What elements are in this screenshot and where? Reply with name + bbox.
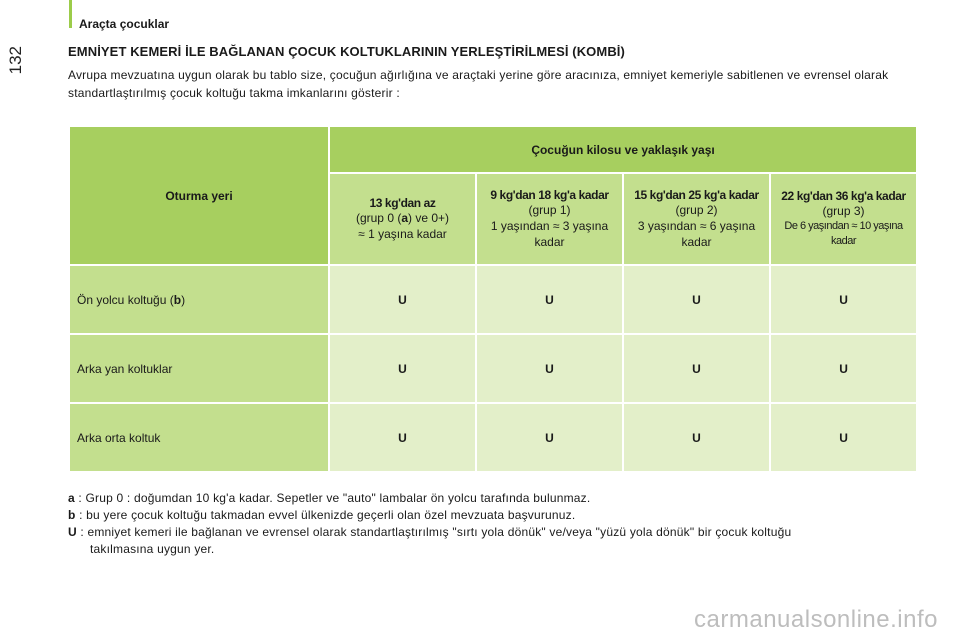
group-header-3 (770, 173, 917, 265)
suitability-cell: U (770, 403, 917, 472)
suitability-cell: U (623, 334, 770, 403)
section-header: Araçta çocuklar (79, 17, 170, 31)
seat-label: Arka yan koltuklar (69, 334, 329, 403)
group-age: 3 yaşından ≈ 6 yaşına kadar (637, 219, 756, 249)
footnote-key: a (68, 491, 75, 505)
footnotes (68, 490, 928, 558)
group-header-1 (476, 173, 623, 265)
footnote-key: U (68, 525, 77, 539)
weight-header-label: Çocuğun kilosu ve yaklaşık yaşı (531, 142, 715, 157)
suitability-cell: U (476, 403, 623, 472)
group-label-post: ) ve 0+) (408, 211, 450, 225)
footnote-b (68, 507, 928, 524)
suitability-cell: U (476, 265, 623, 334)
seat-label-post: ) (181, 292, 186, 307)
suitability-cell: U (623, 265, 770, 334)
seat-label-pre: Ön yolcu koltuğu ( (77, 292, 174, 307)
footnote-a (68, 490, 928, 507)
group-label: (grup 1) (528, 203, 571, 217)
group-header-0 (329, 173, 476, 265)
footnote-key: b (68, 508, 76, 522)
group-header-2 (623, 173, 770, 265)
table-row (69, 403, 917, 472)
suitability-cell: U (476, 334, 623, 403)
group-age: ≈ 1 yaşına kadar (358, 227, 447, 241)
footnote-continuation: takılmasına uygun yer. (90, 542, 215, 556)
section-accent-bar (69, 0, 72, 28)
seat-header-label: Oturma yeri (165, 188, 233, 203)
watermark: carmanualsonline.info (694, 606, 938, 633)
footnote-text: : emniyet kemeri ile bağlanan ve evrensel olarak standartlaştırılmış "sırtı yola dönük" ve/veya "yüzü yola dönük" bir çocuk koltuğu (76, 525, 792, 539)
intro-paragraph: Avrupa mevzuatına uygun olarak bu tablo size, çocuğun ağırlığına ve araçtaki yerine göre aracınıza, emniyet kemeriyle sabitlenen ve evrensel olarak standartlaştırılmış çocuk koltuğu takma imkanlarını gösterir : (68, 68, 889, 100)
suitability-cell: U (329, 265, 476, 334)
suitability-cell: U (329, 334, 476, 403)
group-label-pre: (grup 0 ( (355, 211, 402, 225)
footnote-u (68, 524, 928, 558)
page-number: 132 (6, 46, 25, 75)
group-age: De 6 yaşından ≈ 10 yaşına kadar (784, 220, 903, 247)
group-title: 15 kg'dan 25 kg'a kadar (634, 188, 759, 202)
footnote-mark-a: a (401, 211, 409, 225)
suitability-cell: U (770, 265, 917, 334)
suitability-cell: U (623, 403, 770, 472)
seat-label: Arka orta koltuk (69, 403, 329, 472)
table-header-row (69, 126, 917, 173)
group-title: 22 kg'dan 36 kg'a kadar (781, 189, 906, 203)
seat-label (69, 265, 329, 334)
weight-header (329, 126, 917, 173)
group-title: 9 kg'dan 18 kg'a kadar (490, 188, 609, 202)
table-row (69, 334, 917, 403)
child-seat-table (68, 125, 918, 473)
group-label: (grup 2) (675, 203, 718, 217)
seat-header (69, 126, 329, 265)
group-label (330, 210, 475, 226)
footnote-text: : Grup 0 : doğumdan 10 kg'a kadar. Sepetler ve "auto" lambalar ön yolcu tarafında bulunmaz. (74, 491, 591, 505)
group-title: 13 kg'dan az (369, 196, 436, 210)
group-label: (grup 3) (822, 204, 865, 218)
table-row (69, 265, 917, 334)
footnote-mark-b: b (173, 292, 182, 307)
group-age: 1 yaşından ≈ 3 yaşına kadar (490, 219, 609, 249)
footnote-text: : bu yere çocuk koltuğu takmadan evvel ülkenizde geçerli olan özel mevzuata başvurunuz. (75, 508, 576, 522)
suitability-cell: U (770, 334, 917, 403)
suitability-cell: U (329, 403, 476, 472)
page-title: EMNİYET KEMERİ İLE BAĞLANAN ÇOCUK KOLTUKLARININ YERLEŞTİRİLMESİ (KOMBİ) (68, 44, 625, 59)
